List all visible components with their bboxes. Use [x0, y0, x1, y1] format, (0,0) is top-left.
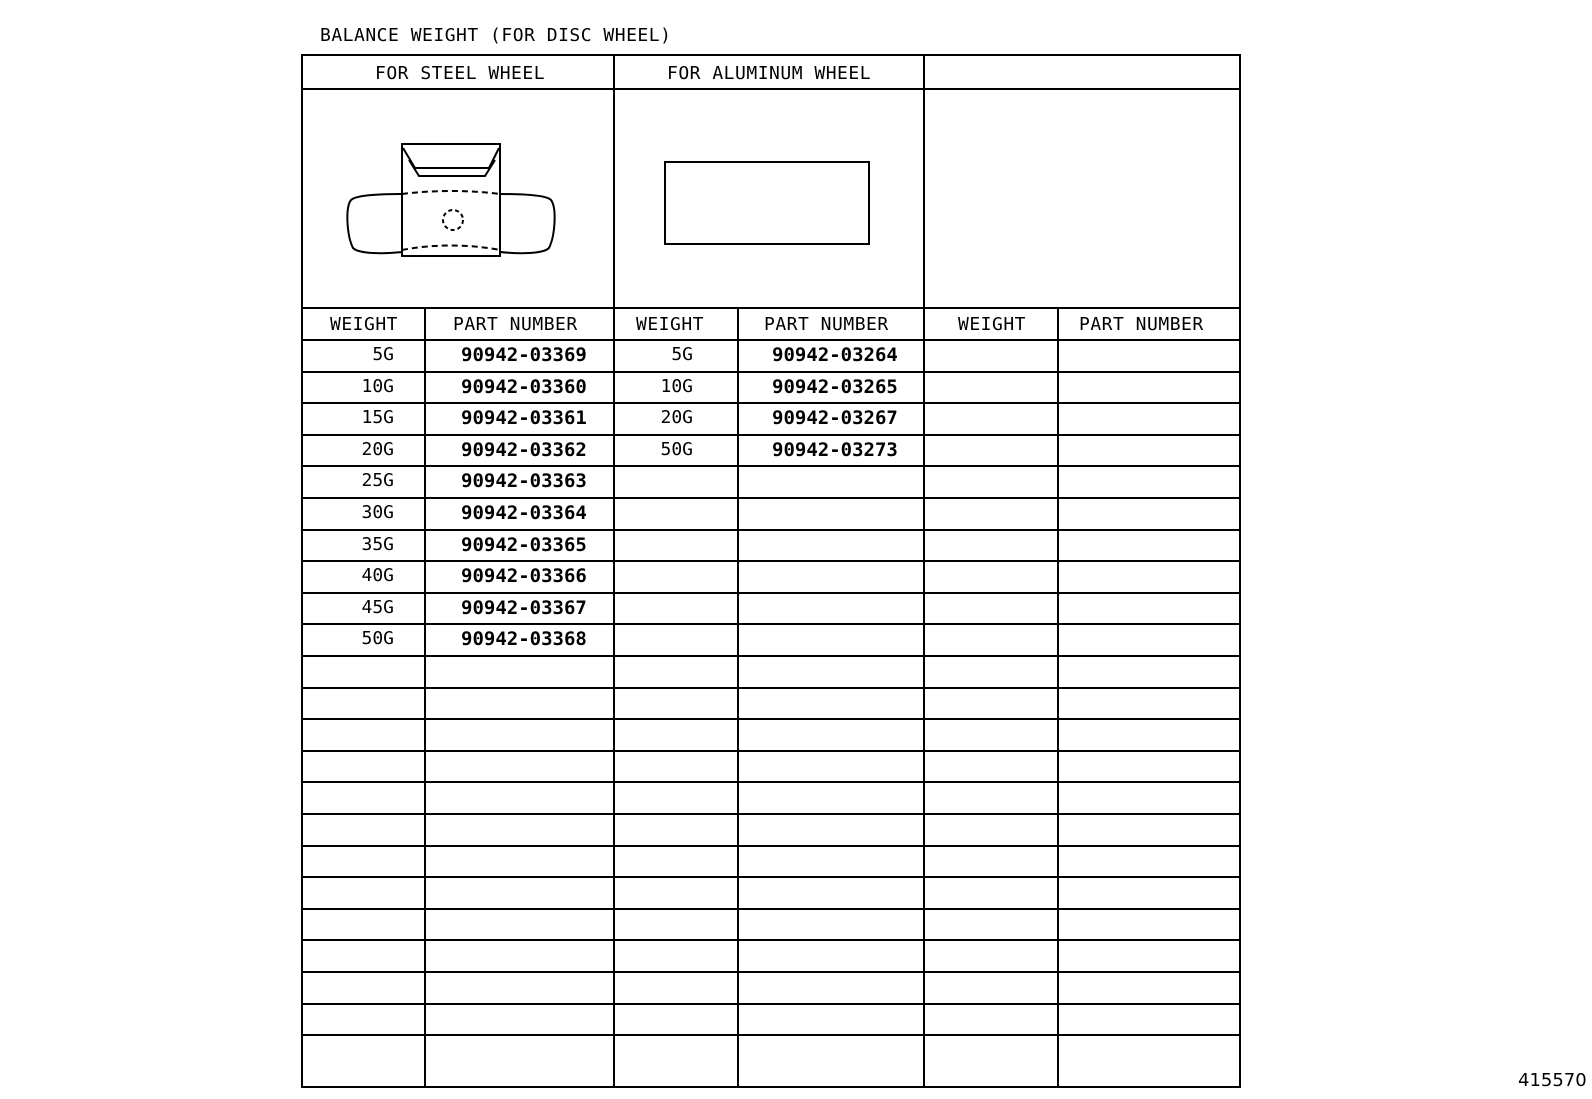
- steel-row-weight: 5G: [372, 344, 394, 365]
- steel-row-part-number: 90942-03364: [461, 502, 587, 524]
- steel-row-weight: 25G: [361, 470, 394, 491]
- aluminum-wheel-weight-illustration: [663, 160, 873, 250]
- steel-row-part-number: 90942-03368: [461, 628, 587, 650]
- row-divider: [303, 971, 1239, 973]
- row-divider: [303, 655, 1239, 657]
- row-divider: [303, 876, 1239, 878]
- steel-row-part-number: 90942-03369: [461, 344, 587, 366]
- aluminum-row-weight: 5G: [671, 344, 693, 365]
- aluminum-row-part-number: 90942-03265: [772, 376, 898, 398]
- row-divider: [303, 434, 1239, 436]
- row-divider: [303, 1034, 1239, 1036]
- row-divider: [303, 939, 1239, 941]
- row-divider: [303, 529, 1239, 531]
- steel-row-part-number: 90942-03362: [461, 439, 587, 461]
- column-header-weight: WEIGHT: [636, 314, 705, 335]
- column-header-part-number: PART NUMBER: [1079, 314, 1204, 335]
- steel-row-weight: 35G: [361, 534, 394, 555]
- steel-row-part-number: 90942-03360: [461, 376, 587, 398]
- steel-row-weight: 45G: [361, 597, 394, 618]
- row-divider: [303, 402, 1239, 404]
- column-header-weight: WEIGHT: [958, 314, 1027, 335]
- steel-row-part-number: 90942-03365: [461, 534, 587, 556]
- section-divider: [613, 56, 615, 1086]
- column-header-bottom-divider: [303, 339, 1239, 341]
- balance-weight-table: [301, 54, 1241, 1088]
- row-divider: [303, 592, 1239, 594]
- steel-row-part-number: 90942-03366: [461, 565, 587, 587]
- column-divider: [424, 307, 426, 1086]
- row-divider: [303, 560, 1239, 562]
- steel-row-weight: 30G: [361, 502, 394, 523]
- row-divider: [303, 371, 1239, 373]
- steel-wheel-weight-illustration: [343, 136, 563, 266]
- row-divider: [303, 465, 1239, 467]
- aluminum-row-weight: 10G: [660, 376, 693, 397]
- page-title: BALANCE WEIGHT (FOR DISC WHEEL): [320, 25, 672, 46]
- steel-row-weight: 15G: [361, 407, 394, 428]
- column-header-part-number: PART NUMBER: [764, 314, 889, 335]
- aluminum-row-part-number: 90942-03264: [772, 344, 898, 366]
- aluminum-row-weight: 20G: [660, 407, 693, 428]
- reference-number: 415570: [1518, 1070, 1587, 1091]
- row-divider: [303, 718, 1239, 720]
- row-divider: [303, 845, 1239, 847]
- row-divider: [303, 497, 1239, 499]
- row-divider: [303, 750, 1239, 752]
- column-divider: [1057, 307, 1059, 1086]
- column-divider: [737, 307, 739, 1086]
- column-header-top-divider: [303, 307, 1239, 309]
- steel-row-weight: 10G: [361, 376, 394, 397]
- section-header-steel: FOR STEEL WHEEL: [375, 63, 546, 84]
- steel-row-weight: 50G: [361, 628, 394, 649]
- aluminum-row-part-number: 90942-03273: [772, 439, 898, 461]
- steel-row-part-number: 90942-03367: [461, 597, 587, 619]
- aluminum-row-part-number: 90942-03267: [772, 407, 898, 429]
- section-header-aluminum: FOR ALUMINUM WHEEL: [667, 63, 872, 84]
- row-divider: [303, 781, 1239, 783]
- section-divider: [923, 56, 925, 1086]
- section-header-divider: [303, 88, 1239, 90]
- row-divider: [303, 908, 1239, 910]
- steel-row-weight: 20G: [361, 439, 394, 460]
- steel-row-weight: 40G: [361, 565, 394, 586]
- column-header-part-number: PART NUMBER: [453, 314, 578, 335]
- row-divider: [303, 687, 1239, 689]
- steel-row-part-number: 90942-03363: [461, 470, 587, 492]
- row-divider: [303, 1003, 1239, 1005]
- row-divider: [303, 623, 1239, 625]
- column-header-weight: WEIGHT: [330, 314, 399, 335]
- row-divider: [303, 813, 1239, 815]
- steel-row-part-number: 90942-03361: [461, 407, 587, 429]
- aluminum-row-weight: 50G: [660, 439, 693, 460]
